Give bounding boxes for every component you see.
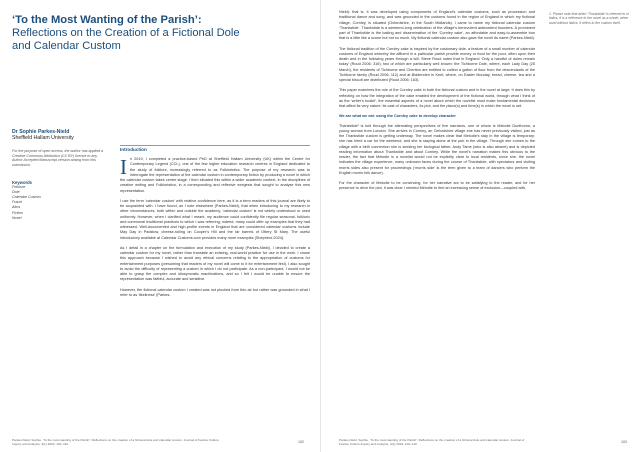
section-subheading: We are what we eat: using the Cornley cake to develop character (339, 114, 456, 119)
paragraph-text: n 2019, I completed a practice-based PhD at Sheffield Hallam University (UK) within the Centre for Contemporary Legend (CCL), one of the few higher education research centres in England dedicated to the study of folklore, increasingly referred to as Folkloristics. The purpose of my research was to interrogate the representation of the calendar custom in contemporary fiction by producing a novel in which the calendar custom takes centre stage. I then situated this within a wider academic context, in the disciplines of creative writing and Folkloristics, in a corresponding and reflexive exegesis that sought to analyse this new representation. (120, 157, 310, 193)
paragraph: As I detail in a chapter on the formulation and execution of my study (Parkes-Nield), I decided to create a calendar custom for my novel, rather than translate an existing, real-world practice for use in the work. I chose this approach because I wished to avoid any ethical concerns relating to the appropriation of customs for entertainment purposes (presuming that readers of my novel will come to it for entertainment first). I also sought to avoid the difficulty of representing a custom in which I do not participate. As a non-participant, I would not be able to grasp the complex and idiosyncratic machinations, and so I felt I would be unable to ensure the representation was faithful, accurate and sensitive. (120, 245, 310, 282)
keyword: Novel (12, 215, 22, 220)
right-page (320, 0, 640, 452)
author-affiliation: Sheffield Hallam University (12, 135, 74, 142)
page-number: 102 (298, 440, 304, 444)
paragraph (120, 157, 310, 194)
body-text-left (120, 157, 310, 303)
paragraph: For the character of Melodie to be convincing, for her narrative arc to be satisfying to the reader, and for her presence to drive the plot, it was clear I needed Melodie to feel an increasing sense of exclusion—coupled with, (339, 181, 535, 191)
keywords-block (12, 180, 107, 221)
article-title-line1: ‘To the Most Wanting of the Parish’: (12, 14, 202, 26)
paragraph: Thankstide¹ is told through the alternating perspectives of five narrators, one of whom is Melodie Dunthorne, a young woman from London. She arrives in Cornley, an Oxfordshire village she has never previously visited, just as the Thankstide custom is getting underway. The novel makes clear that Melodie’s stay in the village is temporary: she has hired a car for the weekend, and she is staying alone at the pub in the village. Through she comes to the village with a birth connection she is seeking her biological father, Andy Tame (who is also absent) and is depicted reading information about Thankstide and about Cornley. While the novel’s narration makes this obvious to the reader, the fact that Melodie is a novelist would not be explicitly clear to local residents, since she, the novel indicates the village experience, many unknown faces during the course of Thankstide, with spectators and visiting morris sides also present for proceedings (‘morris side’ is the term given to a team of dancers who perform the English morris folk dance). (339, 123, 535, 175)
keyword: Fiction (12, 210, 23, 215)
page-footer-citation: Parkes-Nield, Sophie. ‘To the most wanting of the Parish’: Reflections on the creation of a fictional dole and calendar custom. Journal of Festive Culture Inquiry and Analysis, 4(1) 2024: 102–119. (339, 438, 525, 446)
margin-footnote: 1. Please note that when ‘Thankstide’ is referred to in italics, it is a reference to the novel as a whole; when used without italics, it refers to the custom itself. (549, 12, 629, 25)
keyword: Folklore (12, 185, 26, 190)
keyword: Alms (12, 205, 21, 210)
keyword: Fraud (12, 200, 22, 205)
paragraph: This paper examines the role of the Cornley cake in both the fictional custom and in the novel at large. It does this by reflecting on how the integration of the cake enabled the development of the fictional world, through what I think of as the ‘writer’s toolkit’, the essential aspects of a novel about which the novelist must make fundamental decisions that affect its very nature: its cast of characters, its plot, and the place(s) and time(s) in which the novel is set. (339, 88, 535, 108)
paragraph: I use the term ‘calendar custom’ with relative confidence here, as it is a term readers of this journal are likely to be acquainted with. I have found, as I note elsewhere (Parkes-Nield), that when introducing to my research in other circumstances, both within and outside the academy, ‘calendar custom’ is not widely understood or used uniformly. However, when I clarified what I meant, my audience could confidently file regular seasonal, folkloric and communal traditional practices to which I was referring; indeed, many could offer up examples that they had witnessed. Well-documented and high-profile events in England that are considered calendar customs include May Day in Padstow, cheese-rolling on Cooper’s Hill and the tar barrels of Ottery St Mary. The useful introductory available at Calendar Customs.com provides many more examples (Shepherd 2024). (120, 198, 310, 240)
license-statement: For the purpose of open access, the author has applied a Creative Commons Attribution (CC BY) licence to any Author Accepted Manuscript version arising from this submission. (12, 149, 104, 167)
article-title (12, 14, 242, 54)
paragraph: However, the fictional calendar custom I created was not plucked from thin air but rather was grounded in what I refer to as ‘likeliness’ (Parkes- (120, 287, 310, 297)
keyword: Dole (12, 190, 20, 195)
keyword: Calendar Custom (12, 195, 41, 200)
section-divider (120, 145, 310, 146)
page-footer-citation: Parkes-Nield, Sophie. ‘To the most wanting of the Parish’: Reflections on the creation of a fictional dole and calendar custom. Journal of Festive Culture Inquiry and Analysis, 4(1) 2024: 102–119. (12, 438, 219, 446)
section-heading-introduction: Introduction (120, 147, 147, 152)
author-name: Dr Sophie Parkes-Nield (12, 129, 70, 135)
keywords-heading: Keywords (12, 180, 33, 185)
page-number: 103 (621, 440, 627, 444)
body-text-right (339, 10, 535, 197)
paragraph: Nield): that is, it was developed using components of England’s calendar customs, such as procession and traditional dance and song, and was grounded in the customs found in the region of England in which my fictional village, Cornley, is situated (Oxfordshire, in the South Midlands). I came to name my fictional calendar custom ‘Thankstide’. Thankstide is a weekend-long celebration of the village’s benevolent antecedent founders. A prominent part of Thankstide is the baking and dissemination of the ‘Cornley cake’, an affordable and easy-to-assemble bun that is a little like a scone but not so much. My fictional calendar custom also gave the novel its name (Parkes-Nield). (339, 10, 535, 41)
author-block (12, 129, 112, 142)
paragraph: The fictional tradition of the Cornley cake is inspired by the customary dole, a feature of a small number of calendar customs of England whereby the affluent in a particular parish provide money or food for the poor, often upon their death and in the following years through a will. Steve Roud notes that in England ‘Only a handful of doles remain today’ (Roud 2006: 316), two of which are particularly well known: the Tichborne Dole, where, each Lady Day (25 March), the residents of Tichborne and Cheriton are entitled to collect a gallon of flour from the descendants of the Tichborne family (Roud 2006: 112) and at Biddenden in Kent, where, on Easter Monday, bread, cheese, tea and a special biscuit are distributed (Roud 2006: 163). (339, 46, 535, 82)
drop-cap: I (120, 155, 127, 179)
article-title-subtitle: Reflections on the Creation of a Fictional Dole and Calendar Custom (12, 27, 240, 53)
